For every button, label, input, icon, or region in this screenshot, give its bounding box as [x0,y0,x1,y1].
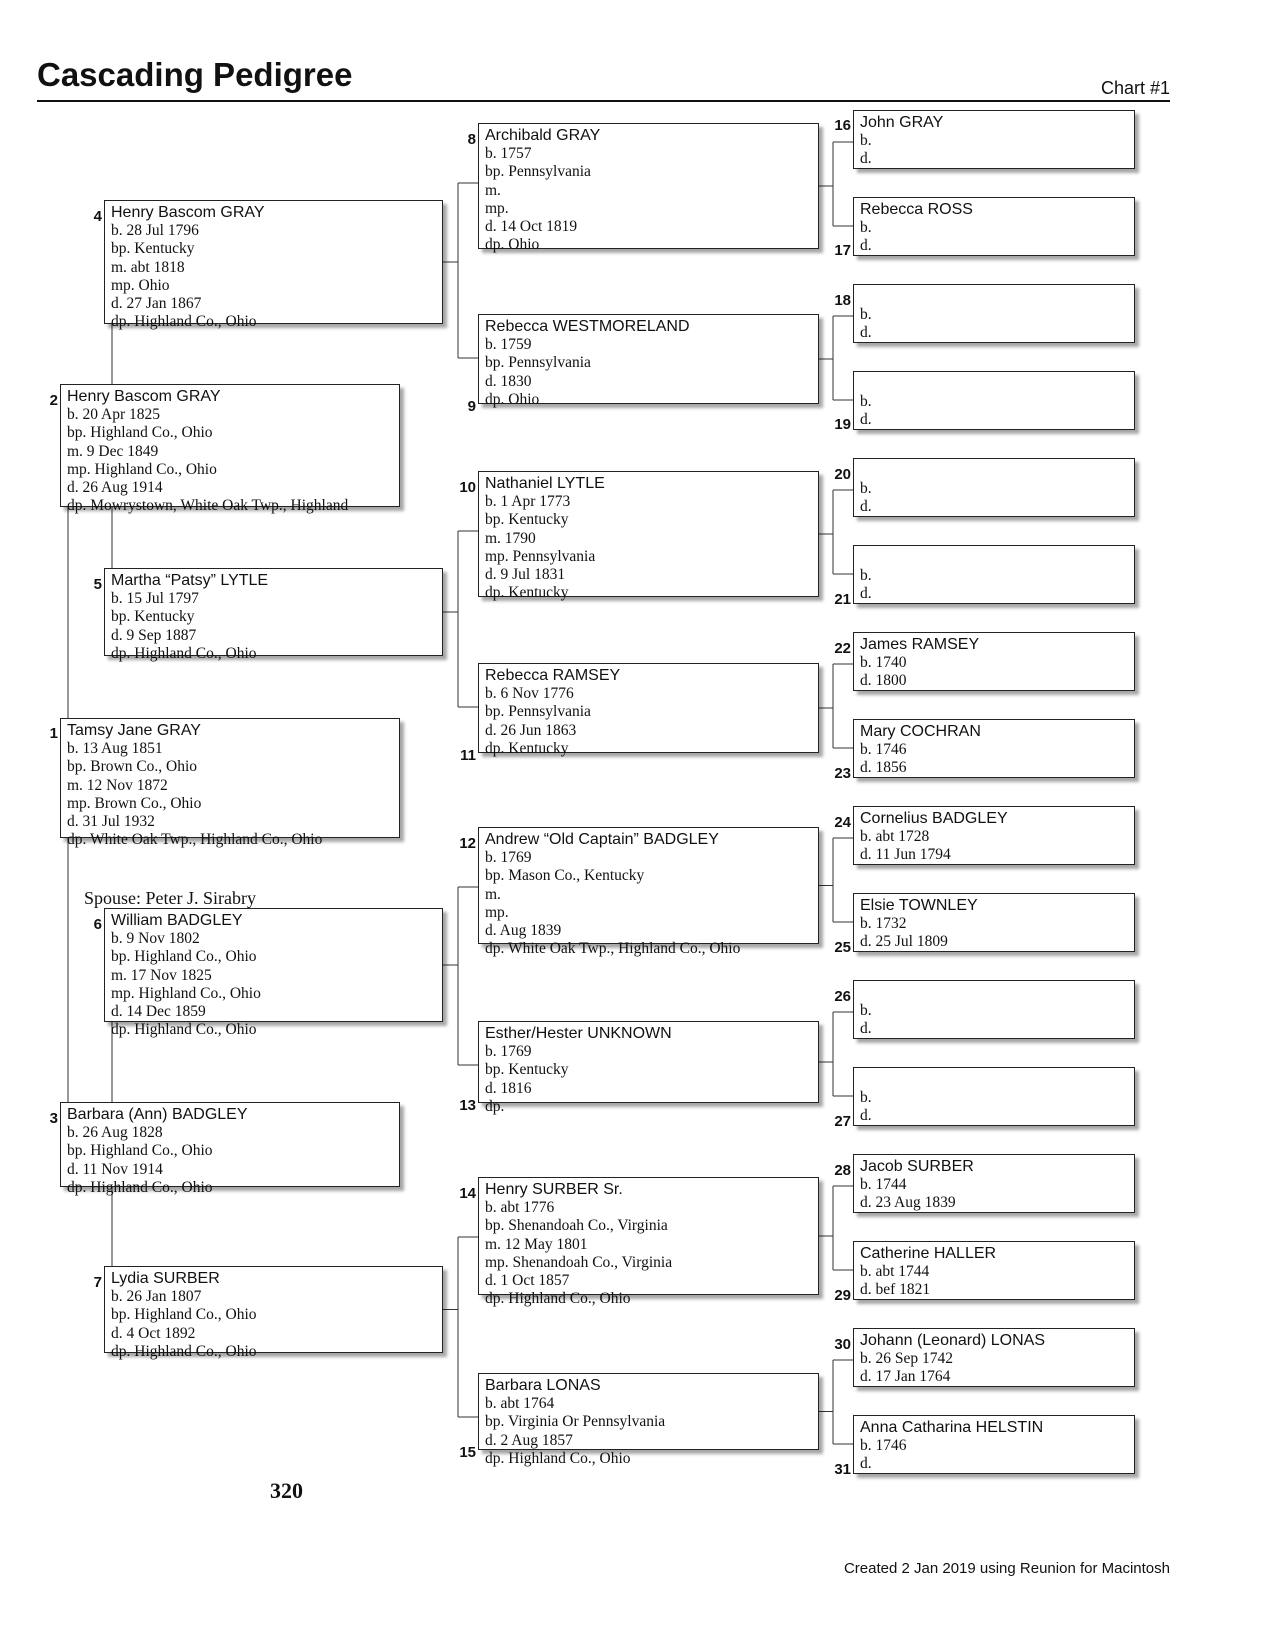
person-name: Rebecca ROSS [860,201,973,218]
person-detail: dp. Highland Co., Ohio [111,644,257,662]
person-detail: b. [860,306,872,323]
spouse-note: Spouse: Peter J. Sirabry [84,888,256,908]
person-name: Anna Catharina HELSTIN [860,1419,1044,1436]
person-detail: b. 26 Sep 1742 [860,1350,953,1367]
person-detail: d. 26 Aug 1914 [67,479,163,497]
person-box-22[interactable] [853,632,1135,691]
person-number-1: 1 [49,725,58,742]
person-box-18[interactable] [853,284,1135,343]
person-box-14[interactable] [478,1177,819,1308]
person-detail: d. 23 Aug 1839 [860,1194,956,1212]
person-name: Henry Bascom GRAY [111,204,265,221]
person-detail: d. 26 Jun 1863 [485,721,577,739]
person-box-12[interactable] [478,827,819,958]
person-box-24[interactable] [853,806,1135,865]
person-number-3: 3 [49,1110,58,1127]
person-detail: m. abt 1818 [111,258,185,276]
person-detail: mp. Highland Co., Ohio [67,460,217,478]
person-number-8: 8 [467,131,476,148]
person-name: Mary COCHRAN [860,723,981,740]
person-detail: dp. [485,1097,505,1115]
person-detail: b. 28 Jul 1796 [111,222,199,239]
person-detail: d. 4 Oct 1892 [111,1324,196,1342]
person-name: Nathaniel LYTLE [485,475,605,492]
person-detail: d. [860,1107,872,1125]
person-box-7[interactable] [104,1266,443,1360]
person-detail: mp. Highland Co., Ohio [111,984,261,1002]
person-name: Andrew “Old Captain” BADGLEY [485,831,719,848]
person-detail: d. 1856 [860,759,907,777]
person-number-25: 25 [834,939,851,956]
person-detail: dp. Highland Co., Ohio [485,1449,631,1467]
person-number-9: 9 [467,398,476,415]
person-box-6[interactable] [104,908,443,1039]
person-detail: d. bef 1821 [860,1281,931,1299]
person-detail: b. 1732 [860,915,907,932]
person-detail: b. 1759 [485,336,532,353]
person-detail: d. 17 Jan 1764 [860,1368,951,1386]
person-detail: mp. [485,199,509,217]
person-detail: b. abt 1728 [860,828,930,845]
person-detail: bp. Highland Co., Ohio [67,424,213,442]
person-detail: dp. Ohio [485,390,540,408]
person-detail: mp. Brown Co., Ohio [67,794,202,812]
person-detail: dp. Highland Co., Ohio [485,1290,631,1308]
person-name: Cornelius BADGLEY [860,810,1008,827]
person-box-3[interactable] [60,1102,400,1196]
person-detail: bp. Kentucky [111,240,195,258]
person-number-6: 6 [93,916,102,933]
person-box-5[interactable] [104,568,443,662]
person-number-30: 30 [834,1336,851,1353]
person-box-30[interactable] [853,1328,1135,1387]
person-number-10: 10 [459,479,476,496]
person-box-16[interactable] [853,110,1135,169]
person-detail: bp. Highland Co., Ohio [111,1306,257,1324]
person-number-18: 18 [834,292,851,309]
person-number-19: 19 [834,416,851,433]
person-name [860,983,1128,1002]
person-detail: bp. Pennsylvania [485,354,591,372]
person-name: Rebecca WESTMORELAND [485,318,690,335]
person-detail: b. 1757 [485,145,532,162]
person-detail: b. [860,219,872,236]
person-name [860,287,1128,306]
person-box-28[interactable] [853,1154,1135,1213]
person-number-17: 17 [834,242,851,259]
person-number-12: 12 [459,835,476,852]
person-number-15: 15 [459,1444,476,1461]
person-detail: m. [485,885,501,903]
person-number-21: 21 [834,591,851,608]
person-detail: bp. Shenandoah Co., Virginia [485,1217,668,1235]
person-name: William BADGLEY [111,912,243,929]
person-detail: d. [860,1455,872,1473]
person-detail: d. [860,150,872,168]
person-detail: d. 9 Sep 1887 [111,626,197,644]
person-detail: bp. Kentucky [485,1061,569,1079]
person-box-15[interactable] [478,1373,819,1467]
person-detail: d. 1 Oct 1857 [485,1272,570,1290]
person-box-19[interactable] [853,371,1135,430]
person-name: Elsie TOWNLEY [860,897,978,914]
person-detail: d. 1830 [485,372,532,390]
page-number: 320 [270,1478,303,1503]
person-name: Archibald GRAY [485,127,601,144]
person-box-20[interactable] [853,458,1135,517]
person-detail: b. 1744 [860,1176,907,1193]
person-number-4: 4 [93,208,102,225]
person-number-27: 27 [834,1113,851,1130]
person-detail: d. 14 Dec 1859 [111,1003,206,1021]
person-detail: b. 1769 [485,849,532,866]
person-detail: b. [860,1002,872,1019]
person-detail: b. 1746 [860,1437,907,1454]
person-detail: b. 1769 [485,1043,532,1060]
person-number-23: 23 [834,765,851,782]
person-detail: bp. Mason Co., Kentucky [485,867,645,885]
person-detail: m. 1790 [485,529,536,547]
person-detail: bp. Highland Co., Ohio [67,1142,213,1160]
person-detail: d. 1816 [485,1079,532,1097]
person-number-2: 2 [49,392,58,409]
person-detail: b. abt 1776 [485,1199,555,1216]
person-detail: d. [860,1020,872,1038]
person-detail: bp. Kentucky [111,608,195,626]
person-detail: dp. Kentucky [485,584,569,602]
person-detail: m. [485,181,501,199]
person-box-31[interactable] [853,1415,1135,1474]
person-detail: d. 11 Jun 1794 [860,846,951,864]
person-detail: b. 26 Aug 1828 [67,1124,163,1141]
person-name [860,548,1128,567]
person-detail: d. 14 Oct 1819 [485,218,578,236]
person-number-11: 11 [460,747,476,764]
person-detail: d. [860,237,872,255]
person-detail: mp. Shenandoah Co., Virginia [485,1253,673,1271]
person-detail: dp. White Oak Twp., Highland Co., Ohio [485,940,741,958]
person-detail: b. 1746 [860,741,907,758]
person-box-29[interactable] [853,1241,1135,1300]
person-box-1[interactable] [60,718,400,849]
person-detail: b. [860,1089,872,1106]
person-number-24: 24 [834,814,851,831]
person-detail: d. 2 Aug 1857 [485,1431,573,1449]
footer-credit: Created 2 Jan 2019 using Reunion for Macintosh [843,1560,1170,1577]
person-name: Rebecca RAMSEY [485,667,621,684]
person-number-14: 14 [459,1185,476,1202]
person-detail: b. abt 1744 [860,1263,930,1280]
person-detail: dp. Highland Co., Ohio [111,1021,257,1039]
person-name [860,374,1128,393]
person-detail: b. 1740 [860,654,907,671]
person-detail: mp. Pennsylvania [485,547,596,565]
person-number-5: 5 [93,576,102,593]
person-detail: bp. Kentucky [485,511,569,529]
person-name: Johann (Leonard) LONAS [860,1332,1045,1349]
person-detail: b. [860,132,872,149]
person-detail: d. [860,324,872,342]
person-detail: dp. White Oak Twp., Highland Co., Ohio [67,831,323,849]
person-detail: b. 20 Apr 1825 [67,406,160,423]
person-detail: dp. Ohio [485,236,540,254]
person-number-31: 31 [834,1461,851,1478]
person-name: Henry SURBER Sr. [485,1181,623,1198]
person-detail: d. [860,498,872,516]
person-detail: b. 15 Jul 1797 [111,590,199,607]
person-detail: dp. Mowrystown, White Oak Twp., Highland [67,497,349,515]
person-detail: b. 1 Apr 1773 [485,493,571,510]
person-detail: m. 9 Dec 1849 [67,442,159,460]
person-number-29: 29 [834,1287,851,1304]
person-detail: b. abt 1764 [485,1395,555,1412]
person-name: Barbara LONAS [485,1377,601,1394]
person-detail: d. 27 Jan 1867 [111,295,202,313]
person-detail: bp. Virginia Or Pennsylvania [485,1413,666,1431]
person-box-25[interactable] [853,893,1135,952]
chart-number: Chart #1 [1100,78,1170,98]
person-name: Jacob SURBER [860,1158,974,1175]
person-detail: d. [860,411,872,429]
person-detail: d. 9 Jul 1831 [485,566,566,584]
person-name: James RAMSEY [860,636,980,653]
person-detail: bp. Pennsylvania [485,163,591,181]
person-detail: b. 6 Nov 1776 [485,685,574,702]
person-detail: b. [860,567,872,584]
person-number-22: 22 [834,640,851,657]
person-detail: d. [860,585,872,603]
person-name: Henry Bascom GRAY [67,388,221,405]
person-box-10[interactable] [478,471,819,602]
person-box-21[interactable] [853,545,1135,604]
person-box-2[interactable] [60,384,400,515]
person-detail: b. [860,393,872,410]
person-detail: bp. Highland Co., Ohio [111,948,257,966]
person-box-26[interactable] [853,980,1135,1039]
person-name: Lydia SURBER [111,1270,220,1287]
person-name [860,461,1128,480]
person-detail: b. 9 Nov 1802 [111,930,200,947]
person-number-26: 26 [834,988,851,1005]
person-detail: m. 17 Nov 1825 [111,966,212,984]
person-detail: b. 13 Aug 1851 [67,740,163,757]
person-detail: dp. Highland Co., Ohio [67,1178,213,1196]
person-box-27[interactable] [853,1067,1135,1126]
person-number-20: 20 [834,466,851,483]
person-detail: dp. Kentucky [485,739,569,757]
chart-title: Cascading Pedigree [37,56,353,93]
person-detail: dp. Highland Co., Ohio [111,313,257,331]
person-box-23[interactable] [853,719,1135,778]
person-detail: m. 12 Nov 1872 [67,776,168,794]
person-number-7: 7 [93,1274,102,1291]
person-detail: m. 12 May 1801 [485,1235,588,1253]
person-detail: d. 11 Nov 1914 [67,1160,163,1178]
person-name: Tamsy Jane GRAY [67,722,201,739]
person-detail: d. 1800 [860,672,907,690]
person-detail: d. 31 Jul 1932 [67,813,155,831]
person-box-8[interactable] [478,123,819,254]
person-name [860,1070,1128,1089]
person-detail: b. 26 Jan 1807 [111,1288,202,1305]
person-detail: d. Aug 1839 [485,922,562,940]
person-box-17[interactable] [853,197,1135,256]
person-box-11[interactable] [478,663,819,757]
person-number-16: 16 [834,117,851,134]
person-number-13: 13 [459,1097,476,1114]
person-name: Martha “Patsy” LYTLE [111,572,269,589]
person-detail: mp. Ohio [111,276,170,294]
person-number-28: 28 [834,1162,851,1179]
person-detail: d. 25 Jul 1809 [860,933,948,951]
person-name: Esther/Hester UNKNOWN [485,1025,672,1042]
person-detail: b. [860,480,872,497]
person-name: John GRAY [860,114,944,131]
person-detail: bp. Pennsylvania [485,703,591,721]
person-box-13[interactable] [478,1021,819,1115]
person-box-9[interactable] [478,314,819,408]
person-detail: bp. Brown Co., Ohio [67,758,198,776]
person-detail: dp. Highland Co., Ohio [111,1342,257,1360]
person-detail: mp. [485,903,509,921]
person-box-4[interactable] [104,200,443,331]
person-name: Catherine HALLER [860,1245,997,1262]
person-name: Barbara (Ann) BADGLEY [67,1106,248,1123]
